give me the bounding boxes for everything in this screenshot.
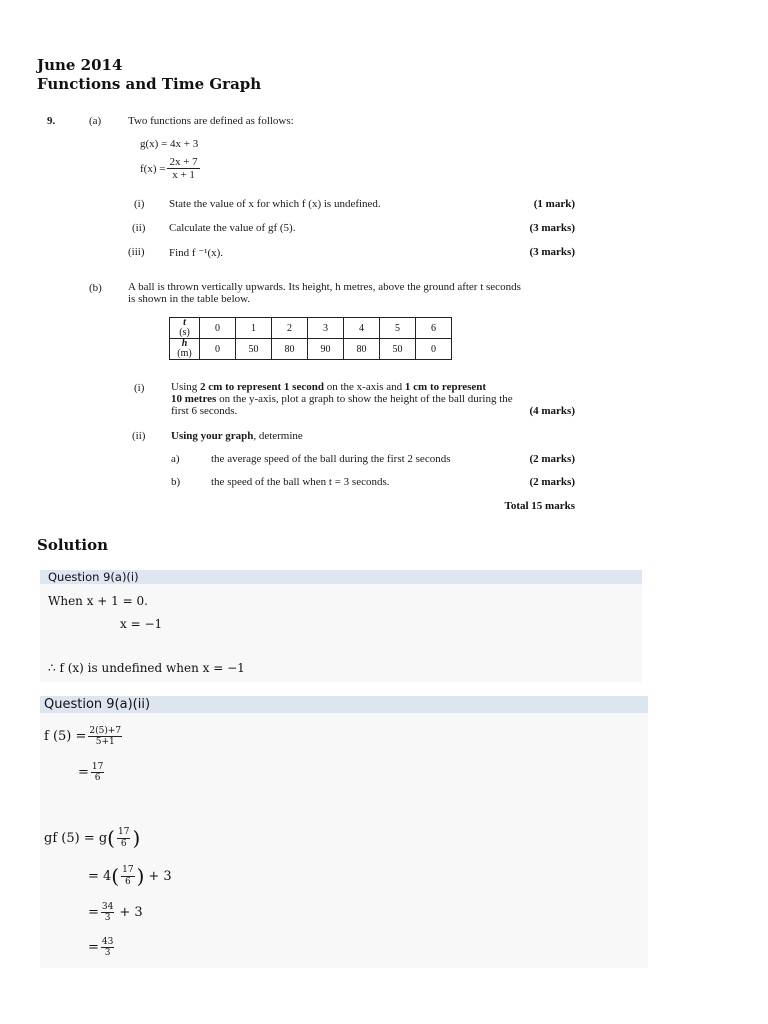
solution-a-i-line3: ∴ f (x) is undefined when x = −1: [48, 661, 245, 675]
table-head-h-symbol: h: [181, 338, 188, 349]
table-cell: 90: [308, 339, 344, 360]
table-cell: 0: [200, 318, 236, 339]
item-a-iii-marks: (3 marks): [529, 246, 575, 258]
b-i-text: on the y-axis, plot a graph to show the height of the ball during the: [216, 393, 513, 405]
table-cell: 0: [416, 339, 452, 360]
table-head-h-unit: (m): [177, 348, 192, 359]
b-i-text: Using: [171, 381, 201, 393]
final-fraction: [101, 937, 114, 959]
table-cell: 80: [272, 339, 308, 360]
solution-step3: [88, 902, 143, 924]
close-paren: ): [136, 864, 145, 888]
gf5-arg-numerator: 17: [117, 827, 130, 838]
table-cell: 80: [344, 339, 380, 360]
f-numerator: 2x + 7: [169, 156, 198, 168]
solution-f5-line: [44, 726, 124, 748]
sub-b-label: b): [171, 476, 181, 488]
table-cell: 1: [236, 318, 272, 339]
f5-value-denominator: 6: [94, 773, 101, 784]
equals-sign: =: [88, 905, 99, 921]
document-date: June 2014: [37, 56, 123, 74]
b-ii-lead-rest: , determine: [253, 430, 303, 442]
gf5-lhs: gf (5) = g: [44, 830, 108, 846]
final-denominator: 3: [104, 948, 111, 959]
step2-numerator: 17: [122, 865, 134, 876]
solution-f5-value: [78, 762, 106, 784]
sub-a-text: the average speed of the ball during the first 2 seconds: [211, 453, 451, 465]
item-a-iii-text: Find f ⁻¹(x).: [169, 247, 224, 259]
solution-a-i-header: Question 9(a)(i): [48, 570, 139, 584]
table-cell: 4: [344, 318, 380, 339]
solution-gf5-line: [44, 826, 140, 850]
sub-a-marks: (2 marks): [529, 453, 575, 465]
f5-value-fraction: [91, 762, 104, 784]
item-b-i-line3: first 6 seconds.: [171, 405, 238, 417]
item-b-i-label: (i): [134, 382, 145, 394]
table-head-t: [170, 318, 200, 339]
document-title: Functions and Time Graph: [37, 75, 262, 93]
table-cell: 50: [236, 339, 272, 360]
item-a-i-label: (i): [134, 198, 145, 210]
solution-heading: Solution: [37, 536, 108, 554]
b-i-bold-scale-y: 1 cm to represent: [404, 381, 487, 393]
f5-denominator: 5+1: [95, 737, 115, 748]
sub-b-marks: (2 marks): [529, 476, 575, 488]
close-paren: ): [132, 826, 141, 850]
table-cell: 0: [200, 339, 236, 360]
table-head-t-unit: (s): [179, 327, 190, 338]
step3-numerator: 34: [101, 902, 114, 912]
table-row-time: [170, 318, 452, 339]
final-numerator: 43: [101, 937, 114, 947]
table-cell: 3: [308, 318, 344, 339]
item-b-i-marks: (4 marks): [529, 405, 575, 417]
step3-tail: + 3: [119, 905, 143, 921]
table-cell: 5: [380, 318, 416, 339]
f-definition: [140, 156, 202, 181]
item-a-ii-marks: (3 marks): [529, 222, 575, 234]
f5-lhs: f (5) =: [44, 729, 87, 745]
item-b-ii-label: (ii): [132, 430, 146, 442]
part-b-label: (b): [89, 282, 102, 294]
question-number: 9.: [47, 115, 56, 127]
step2-fraction: [121, 865, 134, 887]
table-head-t-symbol: t: [183, 317, 186, 328]
item-a-ii-label: (ii): [132, 222, 146, 234]
item-b-i-line2: [171, 393, 513, 405]
open-paren: (: [111, 864, 120, 888]
f-denominator: x + 1: [172, 169, 195, 182]
equals-sign: =: [88, 940, 99, 956]
b-i-bold-scale-x: 2 cm to represent 1 second: [200, 381, 324, 393]
table-head-h: [170, 339, 200, 360]
item-a-i-marks: (1 mark): [533, 198, 575, 210]
step3-denominator: 3: [104, 913, 111, 924]
b-i-bold-metres: 10 metres: [171, 393, 217, 405]
gf5-arg-denominator: 6: [120, 838, 127, 849]
item-b-ii-lead: [171, 430, 303, 442]
item-a-iii-label: (iii): [128, 246, 145, 258]
solution-a-i-line1: When x + 1 = 0.: [48, 594, 148, 608]
height-time-table: [169, 317, 452, 360]
item-a-ii-text: Calculate the value of gf (5).: [169, 222, 296, 234]
step2-tail: + 3: [148, 868, 172, 884]
f5-numerator: 2(5)+7: [89, 726, 122, 736]
f-lhs: f(x) =: [140, 162, 166, 175]
f5-value-numerator: 17: [91, 762, 104, 772]
solution-a-i-line2: x = −1: [120, 617, 163, 631]
table-row-height: [170, 339, 452, 360]
part-a-intro: Two functions are defined as follows:: [128, 115, 294, 127]
item-b-i-line1: [171, 381, 486, 393]
solution-step2: [88, 864, 172, 888]
part-b-intro-line2: is shown in the table below.: [128, 293, 251, 305]
part-b-intro-line1: A ball is thrown vertically upwards. Its height, h metres, above the ground after t seconds: [128, 281, 521, 293]
part-a-label: (a): [89, 115, 102, 127]
table-cell: 2: [272, 318, 308, 339]
step2-lead: = 4: [88, 868, 112, 884]
table-cell: 6: [416, 318, 452, 339]
open-paren: (: [107, 826, 115, 850]
gf5-arg-fraction: [117, 827, 130, 849]
sub-a-label: a): [171, 453, 180, 465]
total-marks: Total 15 marks: [504, 500, 575, 512]
sub-b-text: the speed of the ball when t = 3 seconds.: [211, 476, 390, 488]
f5-fraction: [88, 726, 122, 748]
g-definition: g(x) = 4x + 3: [140, 138, 199, 150]
equals-sign: =: [78, 765, 89, 781]
solution-final: [88, 937, 116, 959]
b-ii-lead-bold: Using your graph: [171, 430, 254, 442]
step2-denominator: 6: [124, 876, 131, 887]
f-fraction: [167, 156, 199, 181]
table-cell: 50: [380, 339, 416, 360]
solution-a-ii-header: Question 9(a)(ii): [44, 697, 151, 712]
b-i-text: on the x-axis and: [323, 381, 405, 393]
item-a-i-text: State the value of x for which f (x) is undefined.: [169, 198, 381, 210]
step3-fraction: [101, 902, 114, 924]
